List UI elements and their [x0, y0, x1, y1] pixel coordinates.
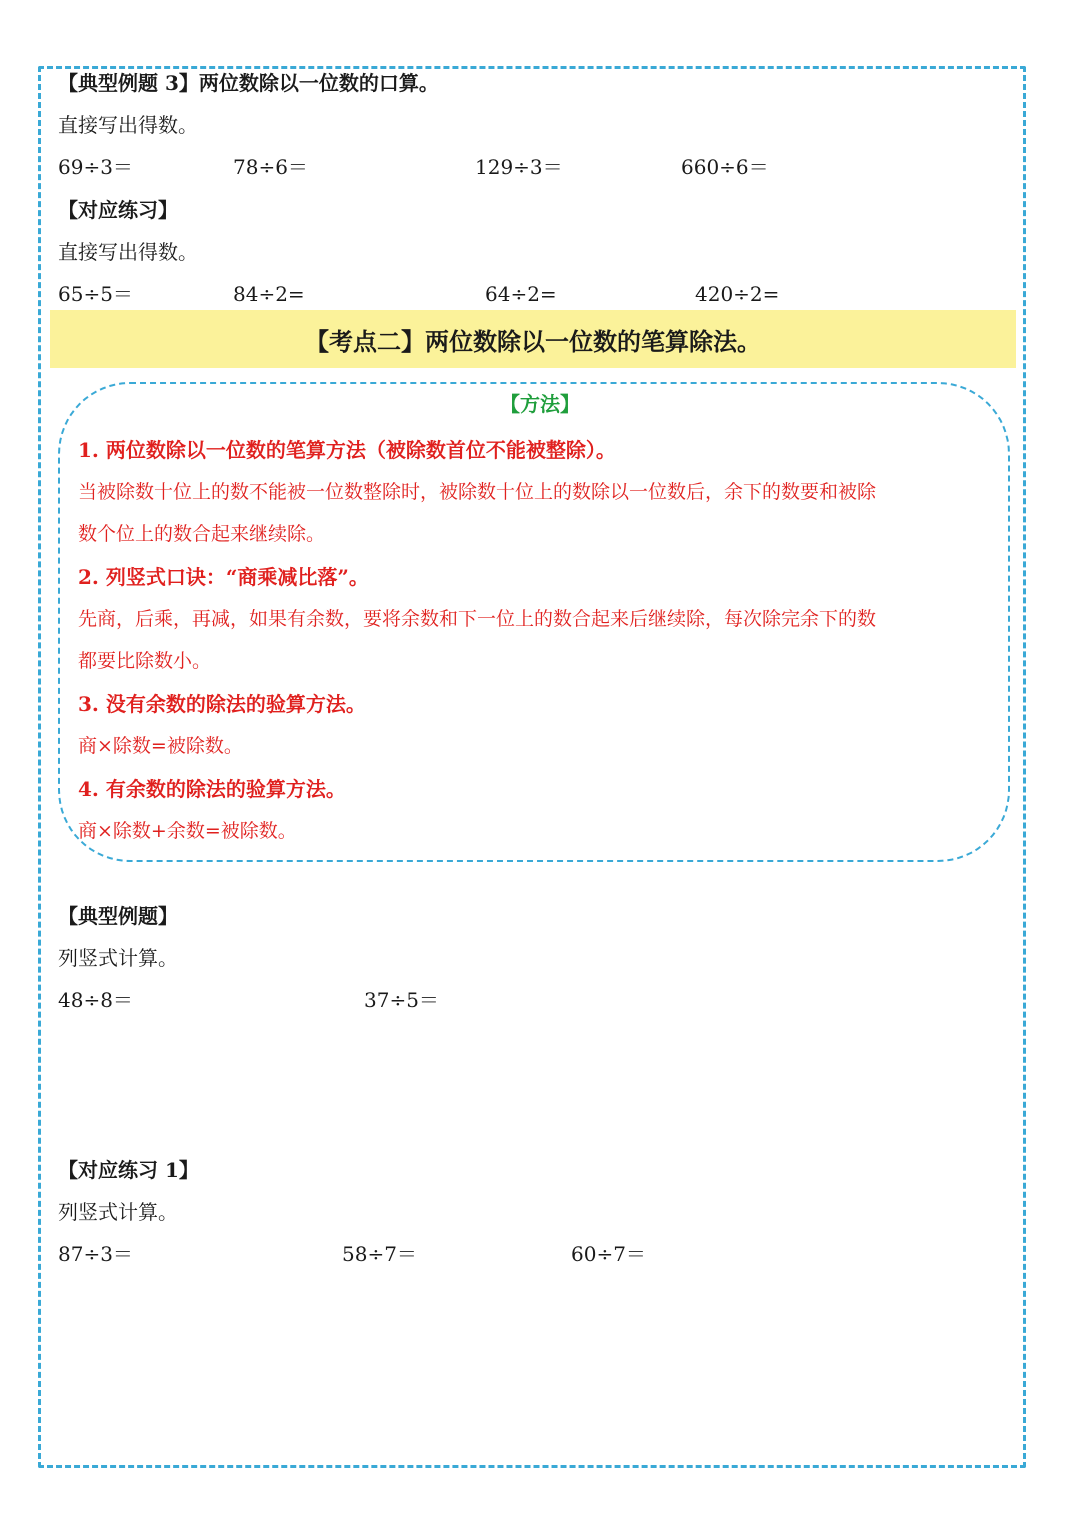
example3-heading: 【典型例题 3】两位数除以一位数的口算。 [58, 71, 439, 95]
practice-problem-1: 65÷5＝ [58, 282, 133, 306]
practice-problem-4: 420÷2= [695, 282, 780, 306]
practice1-problem-2: 58÷7＝ [342, 1242, 417, 1266]
example-problem-1: 48÷8＝ [58, 988, 133, 1012]
method-item-1-heading: 1. 两位数除以一位数的笔算方法（被除数首位不能被整除）。 [78, 438, 616, 462]
method-item-4-heading: 4. 有余数的除法的验算方法。 [78, 777, 346, 801]
practice-problem-2: 84÷2= [233, 282, 305, 306]
method-item-4-line-1: 商×除数+余数=被除数。 [78, 820, 297, 842]
method-item-1-line-1: 当被除数十位上的数不能被一位数整除时，被除数十位上的数除以一位数后，余下的数要和被除 [78, 481, 877, 503]
example3-problem-2: 78÷6＝ [233, 155, 308, 179]
example-problem-2: 37÷5＝ [364, 988, 439, 1012]
method-item-2-line-1: 先商，后乘，再减，如果有余数，要将余数和下一位上的数合起来后继续除，每次除完余下的数 [78, 608, 877, 630]
practice1-instruction: 列竖式计算。 [58, 1200, 178, 1224]
method-item-1-line-2: 数个位上的数合起来继续除。 [78, 523, 326, 545]
method-item-3-line-1: 商×除数=被除数。 [78, 735, 243, 757]
method-item-2-heading: 2. 列竖式口诀：“商乘减比落”。 [78, 565, 369, 589]
method-item-2-line-2: 都要比除数小。 [78, 650, 212, 672]
method-item-3-heading: 3. 没有余数的除法的验算方法。 [78, 692, 366, 716]
practice-heading: 【对应练习】 [58, 198, 178, 222]
practice1-problem-1: 87÷3＝ [58, 1242, 133, 1266]
example3-problem-4: 660÷6＝ [681, 155, 769, 179]
practice-instruction: 直接写出得数。 [58, 240, 198, 264]
example3-instruction: 直接写出得数。 [58, 113, 198, 137]
section-banner: 【考点二】两位数除以一位数的笔算除法。 [50, 310, 1016, 368]
practice1-problem-3: 60÷7＝ [571, 1242, 646, 1266]
example3-problem-3: 129÷3＝ [475, 155, 563, 179]
example-instruction: 列竖式计算。 [58, 946, 178, 970]
method-title: 【方法】 [500, 392, 580, 416]
example-heading: 【典型例题】 [58, 904, 178, 928]
example3-problem-1: 69÷3＝ [58, 155, 133, 179]
practice1-heading: 【对应练习 1】 [58, 1158, 199, 1182]
practice-problem-3: 64÷2= [485, 282, 557, 306]
